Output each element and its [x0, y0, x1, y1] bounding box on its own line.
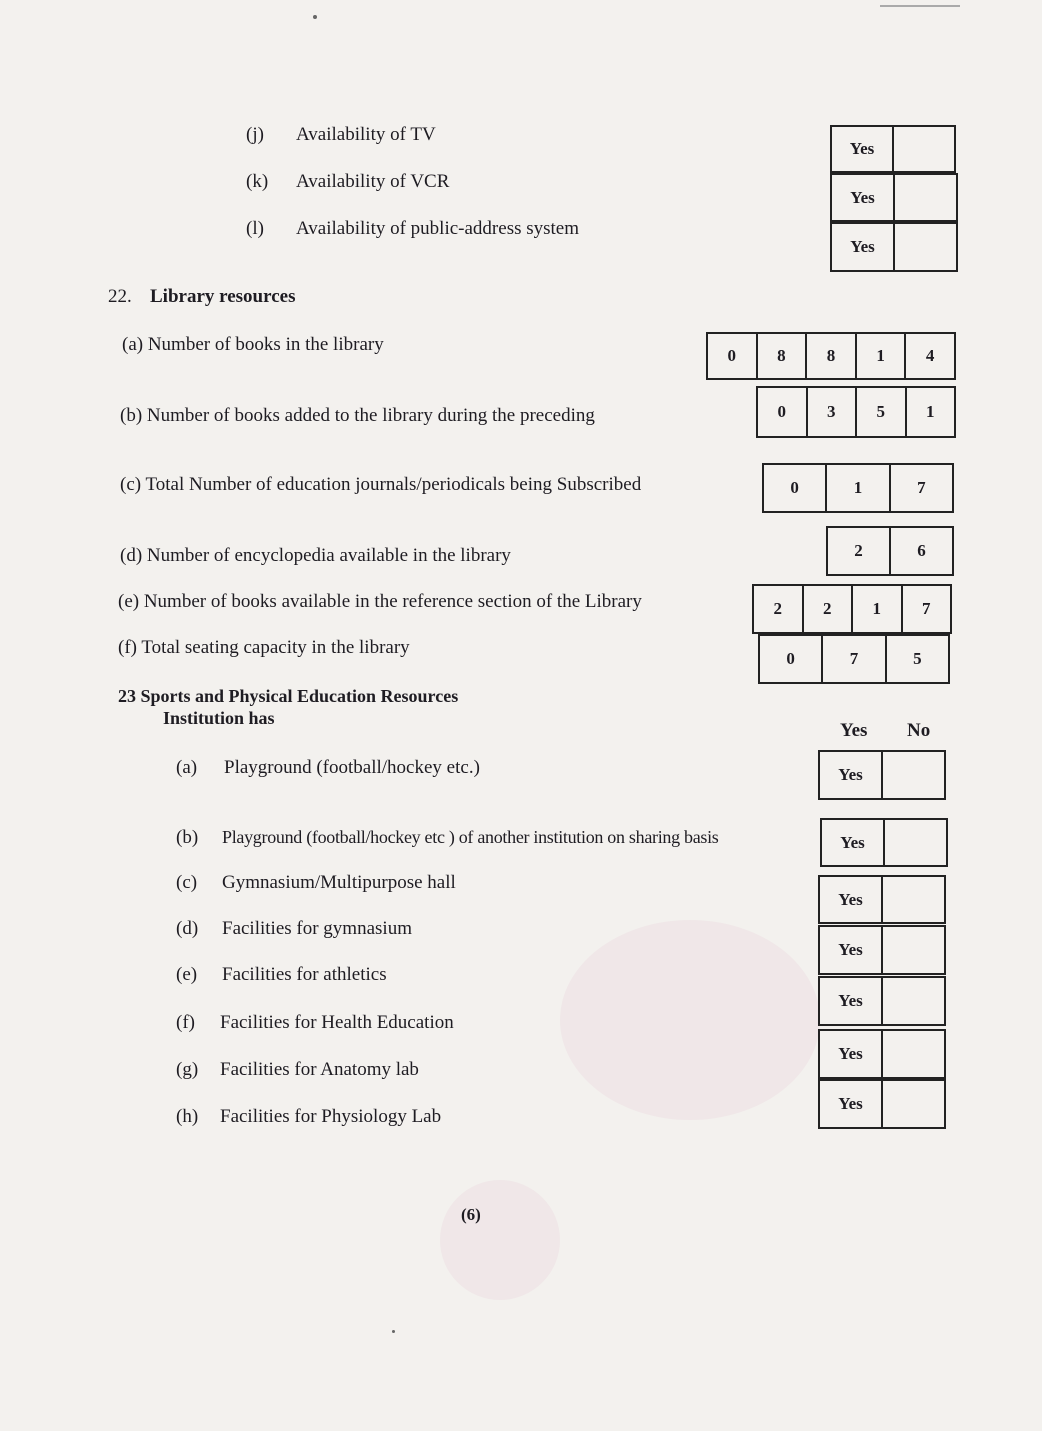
scan-speck — [313, 15, 317, 19]
digit-cell: 7 — [889, 465, 952, 511]
item-number: (a) — [176, 757, 198, 778]
yes-no-box — [818, 976, 946, 1026]
digit-cell: 1 — [851, 586, 901, 632]
no-cell — [881, 1031, 944, 1077]
yes-no-box — [818, 1029, 946, 1079]
scan-edge-line — [880, 5, 960, 7]
digit-cell: 0 — [790, 478, 799, 497]
digit-cell: 5 — [885, 636, 948, 682]
digit-box — [758, 634, 950, 684]
item-label: Facilities for Health Education — [220, 1012, 454, 1033]
no-cell — [893, 175, 956, 220]
digit-cell: 2 — [854, 541, 863, 560]
item-label: Playground (football/hockey etc ) of another institution on sharing basis — [222, 827, 719, 847]
yes-no-box — [818, 750, 946, 800]
digit-cell: 7 — [821, 636, 884, 682]
digit-cell: 2 — [802, 586, 852, 632]
item-number: (g) — [176, 1059, 199, 1080]
no-cell — [892, 127, 954, 171]
item-label: (d) Number of encyclopedia available in the library — [120, 545, 511, 566]
section-number: 22. — [108, 286, 132, 307]
item-label: (b) Number of books added to the library during the preceding — [120, 405, 595, 426]
digit-cell: 8 — [805, 334, 855, 378]
column-header-yes: Yes — [840, 720, 868, 741]
yes-cell: Yes — [850, 187, 875, 207]
item-label: Availability of VCR — [296, 171, 450, 192]
yes-no-box — [818, 875, 946, 924]
no-cell — [881, 978, 944, 1024]
section-heading: Library resources — [150, 286, 296, 307]
digit-cell: 0 — [727, 346, 737, 365]
scan-smudge — [560, 920, 820, 1120]
no-cell — [881, 927, 944, 973]
yes-cell: Yes — [838, 1094, 863, 1113]
yes-cell: Yes — [838, 940, 863, 959]
digit-box — [706, 332, 956, 380]
digit-cell: 7 — [901, 586, 951, 632]
no-cell — [881, 1081, 944, 1127]
section-subheading: Institution has — [163, 708, 275, 728]
item-number: (d) — [176, 918, 199, 939]
yes-cell: Yes — [850, 237, 875, 256]
digit-cell: 1 — [855, 334, 905, 378]
section-heading: 23 Sports and Physical Education Resources — [118, 686, 459, 706]
item-label: Facilities for Physiology Lab — [220, 1106, 442, 1127]
yes-no-box — [818, 925, 946, 975]
item-label: (f) Total seating capacity in the library — [118, 637, 410, 658]
yes-no-box — [830, 173, 958, 222]
item-label: Gymnasium/Multipurpose hall — [222, 872, 456, 893]
digit-cell: 1 — [825, 465, 888, 511]
digit-cell: 3 — [806, 388, 856, 436]
yes-no-box — [830, 222, 958, 272]
item-label: (a) Number of books in the library — [122, 334, 384, 355]
digit-cell: 2 — [773, 599, 782, 618]
digit-cell: 1 — [905, 388, 955, 436]
digit-cell: 4 — [904, 334, 954, 378]
item-number: (e) — [176, 964, 198, 985]
digit-cell: 5 — [855, 388, 905, 436]
page-number: (6) — [461, 1205, 481, 1224]
digit-cell: 8 — [756, 334, 806, 378]
item-number: (b) — [176, 827, 199, 848]
column-header-no: No — [907, 720, 931, 741]
yes-cell: Yes — [838, 1044, 863, 1063]
item-label: Facilities for athletics — [222, 964, 387, 985]
yes-no-box — [818, 1079, 946, 1129]
item-number: (c) — [176, 872, 198, 893]
yes-no-box — [820, 818, 948, 867]
item-label: (e) Number of books available in the reference section of the Library — [118, 591, 642, 612]
item-label: Availability of TV — [296, 124, 436, 145]
digit-box — [756, 386, 956, 438]
item-number: (j) — [246, 124, 264, 145]
item-label: Facilities for gymnasium — [222, 918, 412, 939]
digit-box — [752, 584, 952, 634]
digit-box — [762, 463, 954, 513]
digit-cell: 0 — [786, 649, 795, 668]
scan-speck — [392, 1330, 395, 1333]
no-cell — [881, 877, 944, 922]
item-label: Availability of public-address system — [296, 218, 580, 239]
item-number: (l) — [246, 218, 264, 239]
yes-cell: Yes — [838, 889, 863, 909]
digit-cell: 6 — [889, 528, 952, 574]
item-label: (c) Total Number of education journals/periodicals being Subscribed — [120, 474, 642, 495]
yes-cell: Yes — [838, 991, 863, 1010]
item-number: (k) — [246, 171, 269, 192]
no-cell — [893, 224, 956, 270]
yes-no-box — [830, 125, 956, 173]
digit-cell: 0 — [777, 402, 786, 421]
yes-cell: Yes — [838, 765, 863, 784]
item-label: Facilities for Anatomy lab — [220, 1059, 419, 1080]
item-label: Playground (football/hockey etc.) — [224, 757, 480, 778]
yes-cell: Yes — [849, 139, 875, 158]
yes-cell: Yes — [840, 832, 865, 852]
item-number: (h) — [176, 1106, 199, 1127]
item-number: (f) — [176, 1012, 195, 1033]
digit-box — [826, 526, 954, 576]
no-cell — [881, 752, 944, 798]
scan-smudge — [440, 1180, 560, 1300]
no-cell — [883, 820, 946, 865]
